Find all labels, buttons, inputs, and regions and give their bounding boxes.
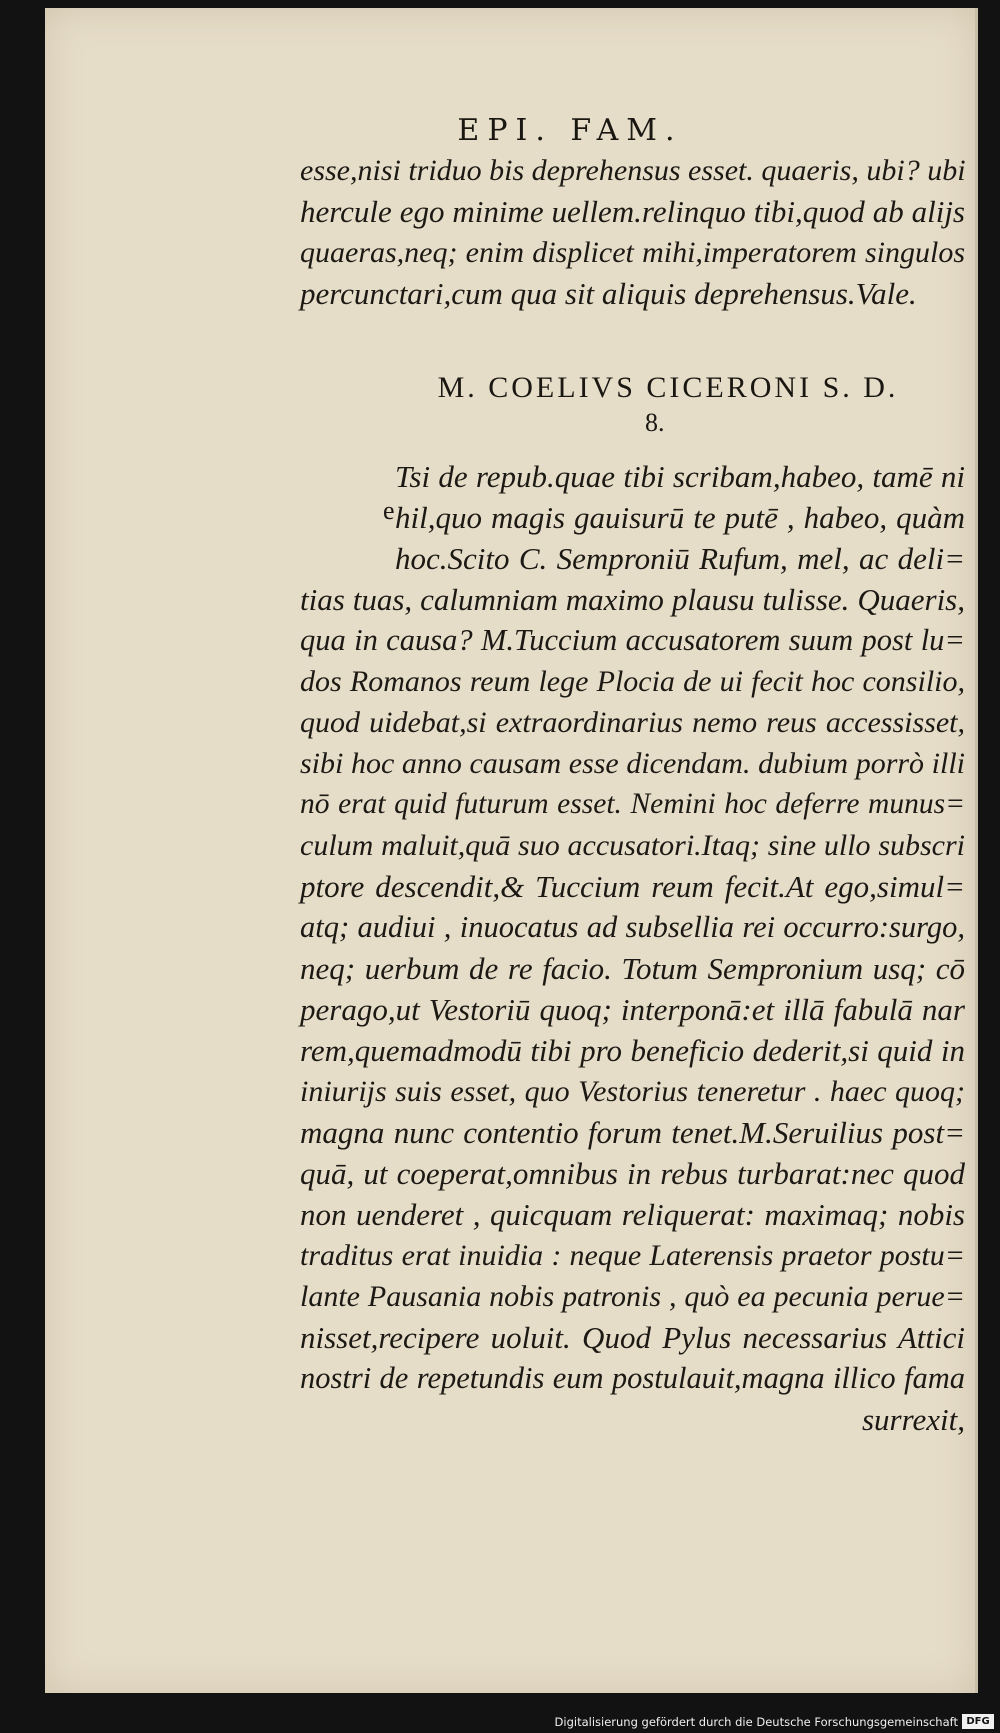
text-block-closing	[300, 150, 965, 314]
text-line: qua in causa? M.Tuccium accusatorem suum post lu=	[300, 623, 965, 657]
guide-letter: e	[383, 496, 395, 525]
letter-heading: M. COELIVS CICERONI S. D.	[437, 371, 899, 404]
text-line: atq; audiui , inuocatus ad subsellia rei occurro:surgo,	[300, 910, 965, 944]
text-line: hercule ego minime uellem.relinquo tibi,quod ab alijs	[300, 194, 965, 229]
footer-credit: Digitalisierung gefördert durch die Deutsche Forschungsgemeinschaft	[554, 1715, 958, 1729]
running-head: EPI. FAM.	[457, 113, 683, 148]
text-line: neq; uerbum de re facio. Totum Sempronium usq; cō	[300, 951, 965, 986]
catchword: surrexit,	[861, 1402, 965, 1437]
text-line: esse,nisi triduo bis deprehensus esset. quaeris, ubi? ubi	[300, 154, 966, 187]
text-line: non uenderet , quicquam reliquerat: maximaq; nobis	[300, 1197, 965, 1232]
text-line: hil,quo magis gauisurū te putē , habeo, quàm	[395, 500, 965, 535]
text-line: culum maluit,quā suo accusatori.Itaq; sine ullo subscri	[300, 829, 965, 862]
text-line: rem,quemadmodū tibi pro beneficio dederit,si quid in	[300, 1033, 965, 1068]
text-line: quā, ut coeperat,omnibus in rebus turbarat:nec quod	[300, 1156, 965, 1191]
text-line: dos Romanos reum lege Plocia de ui fecit hoc consilio,	[300, 665, 965, 698]
dfg-logo-icon: DFG	[962, 1714, 994, 1729]
text-line: lante Pausania nobis patronis , quò ea pecunia perue=	[300, 1280, 965, 1313]
text-line: percunctari,cum qua sit aliquis deprehensus.Vale.	[300, 276, 917, 311]
text-line: quaeras,neq; enim displicet mihi,imperatorem singulos	[300, 236, 965, 269]
text-line: traditus erat inuidia : neque Laterensis praetor postu=	[300, 1239, 965, 1272]
text-line: nostri de repetundis eum postulauit,magna illico fama	[300, 1361, 965, 1395]
text-line: perago,ut Vestoriū quoq; interponā:et illā fabulā nar	[300, 992, 965, 1027]
text-line: magna nunc contentio forum tenet.M.Seruilius post=	[300, 1115, 965, 1150]
text-line: quod uidebat,si extraordinarius nemo reus accessisset,	[300, 706, 965, 739]
text-line: tias tuas, calumniam maximo plausu tulisse. Quaeris,	[300, 582, 965, 617]
text-line: nisset,recipere uoluit. Quod Pylus necessarius Attici	[300, 1320, 965, 1355]
letter-number: 8.	[645, 408, 665, 437]
text-block-letter	[300, 456, 965, 1440]
text-line: nō erat quid futurum esset. Nemini hoc deferre munus=	[300, 788, 965, 820]
book-page	[45, 8, 978, 1693]
text-line: hoc.Scito C. Semproniū Rufum, mel, ac deli=	[395, 541, 965, 576]
text-line: ptore descendit,& Tuccium reum fecit.At ego,simul=	[300, 869, 965, 904]
text-line: Tsi de repub.quae tibi scribam,habeo, tamē ni	[395, 459, 965, 494]
text-line: iniurijs suis esset, quo Vestorius teneretur . haec quoq;	[300, 1075, 965, 1108]
text-line: sibi hoc anno causam esse dicendam. dubium porrò illi	[300, 747, 965, 780]
